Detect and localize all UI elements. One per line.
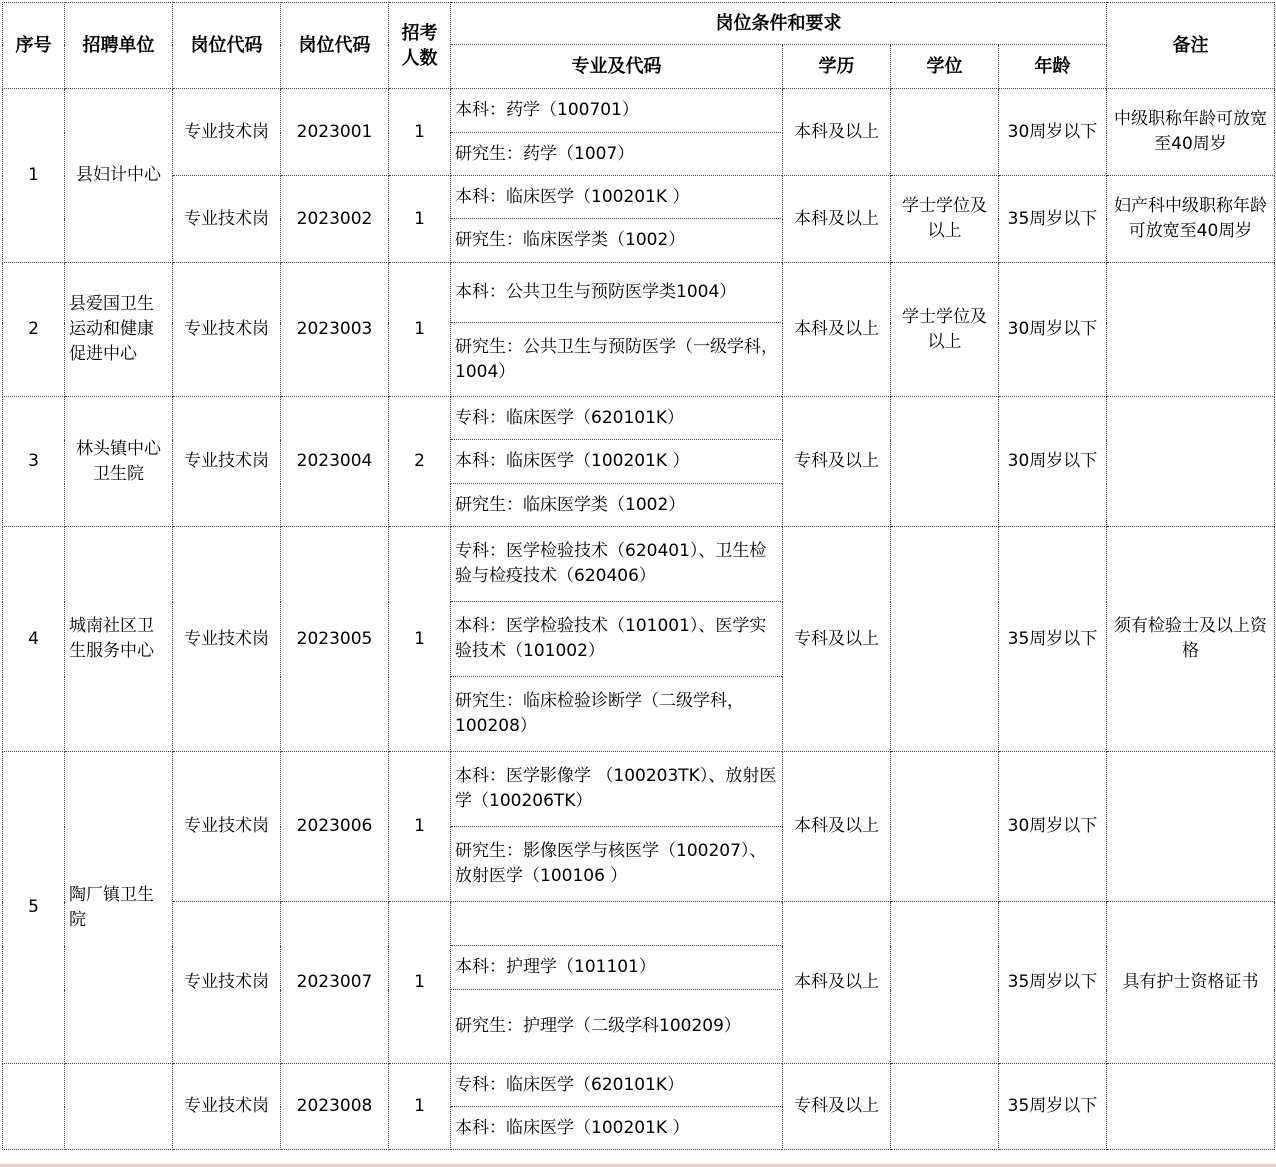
- post-degree: [891, 397, 999, 527]
- post-degree: [891, 902, 999, 1064]
- header-major: 专业及代码: [451, 45, 783, 89]
- post-code: 2023004: [281, 397, 389, 527]
- major-item: 研究生：临床医学类（1002）: [451, 219, 783, 263]
- table-row: [3, 263, 1275, 323]
- post-education: 专科及以上: [783, 1064, 891, 1150]
- major-item: 研究生：护理学（二级学科100209）: [451, 990, 783, 1064]
- post-code: 2023007: [281, 902, 389, 1064]
- post-count: 2: [389, 397, 451, 527]
- major-item: 本科：公共卫生与预防医学类1004）: [451, 263, 783, 323]
- row-seq: 3: [3, 397, 65, 527]
- header-unit: 招聘单位: [65, 3, 173, 89]
- post-age: 30周岁以下: [999, 752, 1107, 902]
- major-item: 研究生：临床医学类（1002）: [451, 484, 783, 527]
- header-age: 年龄: [999, 45, 1107, 89]
- header-post-type: 岗位代码: [173, 3, 281, 89]
- post-education: 本科及以上: [783, 902, 891, 1064]
- row-seq: 1: [3, 89, 65, 263]
- row-unit: 陶厂镇卫生院: [65, 752, 173, 1064]
- major-item: 专科：临床医学（620101K）: [451, 397, 783, 440]
- major-item: 研究生：临床检验诊断学（二级学科，100208）: [451, 677, 783, 752]
- major-item: 本科：临床医学（100201K ）: [451, 440, 783, 484]
- post-code: 2023002: [281, 176, 389, 263]
- recruitment-table: [2, 2, 1275, 1150]
- post-education: 专科及以上: [783, 397, 891, 527]
- post-count: 1: [389, 902, 451, 1064]
- row-seq: 2: [3, 263, 65, 397]
- table-row: [3, 397, 1275, 440]
- post-type: 专业技术岗: [173, 902, 281, 1064]
- header-conditions: 岗位条件和要求: [451, 3, 1107, 45]
- post-type: 专业技术岗: [173, 397, 281, 527]
- header-post-code: 岗位代码: [281, 3, 389, 89]
- row-seq: 5: [3, 752, 65, 1064]
- row-unit: [65, 1064, 173, 1150]
- row-seq: [3, 1064, 65, 1150]
- post-code: 2023008: [281, 1064, 389, 1150]
- post-count: 1: [389, 89, 451, 176]
- major-item: 专科：临床医学（620101K）: [451, 1064, 783, 1107]
- major-item: 研究生：公共卫生与预防医学（一级学科，1004）: [451, 323, 783, 397]
- post-code: 2023001: [281, 89, 389, 176]
- major-item: 研究生：药学（1007）: [451, 133, 783, 176]
- post-age: 35周岁以下: [999, 1064, 1107, 1150]
- post-count: 1: [389, 176, 451, 263]
- major-item: 专科：医学检验技术（620401）、卫生检验与检疫技术（620406）: [451, 527, 783, 602]
- post-age: 35周岁以下: [999, 176, 1107, 263]
- post-remark: [1107, 397, 1275, 527]
- post-age: 30周岁以下: [999, 263, 1107, 397]
- row-unit: 县妇计中心: [65, 89, 173, 263]
- post-remark: 中级职称年龄可放宽至40周岁: [1107, 89, 1275, 176]
- post-degree: 学士学位及以上: [891, 263, 999, 397]
- post-code: 2023005: [281, 527, 389, 752]
- table-row: [3, 89, 1275, 133]
- post-degree: [891, 89, 999, 176]
- post-count: 1: [389, 527, 451, 752]
- major-item: 本科：护理学（101101）: [451, 946, 783, 990]
- post-count: 1: [389, 263, 451, 397]
- post-type: 专业技术岗: [173, 527, 281, 752]
- post-age: 35周岁以下: [999, 527, 1107, 752]
- table-row: [3, 1064, 1275, 1107]
- post-education: 专科及以上: [783, 527, 891, 752]
- header-count: 招考 人数: [389, 3, 451, 89]
- post-count: 1: [389, 1064, 451, 1150]
- table-row: [3, 752, 1275, 827]
- post-remark: 具有护士资格证书: [1107, 902, 1275, 1064]
- post-degree: [891, 1064, 999, 1150]
- header-education: 学历: [783, 45, 891, 89]
- post-remark: 妇产科中级职称年龄可放宽至40周岁: [1107, 176, 1275, 263]
- post-type: 专业技术岗: [173, 752, 281, 902]
- post-code: 2023006: [281, 752, 389, 902]
- post-count: 1: [389, 752, 451, 902]
- table-row: [3, 176, 1275, 219]
- post-degree: 学士学位及以上: [891, 176, 999, 263]
- post-age: 35周岁以下: [999, 902, 1107, 1064]
- major-item: 本科：临床医学（100201K ）: [451, 176, 783, 219]
- major-item: 本科：临床医学（100201K ）: [451, 1107, 783, 1150]
- table-row: [3, 902, 1275, 946]
- major-item: 本科：医学影像学 （100203TK）、放射医学（100206TK）: [451, 752, 783, 827]
- post-code: 2023003: [281, 263, 389, 397]
- post-remark: 须有检验士及以上资格: [1107, 527, 1275, 752]
- row-unit: 林头镇中心卫生院: [65, 397, 173, 527]
- post-education: 本科及以上: [783, 176, 891, 263]
- post-type: 专业技术岗: [173, 263, 281, 397]
- post-degree: [891, 752, 999, 902]
- post-remark: [1107, 263, 1275, 397]
- post-type: 专业技术岗: [173, 176, 281, 263]
- header-remark: 备注: [1107, 3, 1275, 89]
- post-type: 专业技术岗: [173, 89, 281, 176]
- post-education: 本科及以上: [783, 89, 891, 176]
- post-type: 专业技术岗: [173, 1064, 281, 1150]
- major-item: 研究生：影像医学与核医学（100207）、放射医学（100106 ）: [451, 827, 783, 902]
- header-degree: 学位: [891, 45, 999, 89]
- major-item: 本科：医学检验技术（101001）、医学实验技术（101002）: [451, 602, 783, 677]
- post-education: 本科及以上: [783, 752, 891, 902]
- post-age: 30周岁以下: [999, 397, 1107, 527]
- post-education: 本科及以上: [783, 263, 891, 397]
- post-age: 30周岁以下: [999, 89, 1107, 176]
- row-unit: 城南社区卫生服务中心: [65, 527, 173, 752]
- row-unit: 县爱国卫生运动和健康促进中心: [65, 263, 173, 397]
- header-seq: 序号: [3, 3, 65, 89]
- post-degree: [891, 527, 999, 752]
- major-item: [451, 902, 783, 946]
- post-remark: [1107, 752, 1275, 902]
- table-row: [3, 527, 1275, 602]
- post-remark: [1107, 1064, 1275, 1150]
- major-item: 本科：药学（100701）: [451, 89, 783, 133]
- row-seq: 4: [3, 527, 65, 752]
